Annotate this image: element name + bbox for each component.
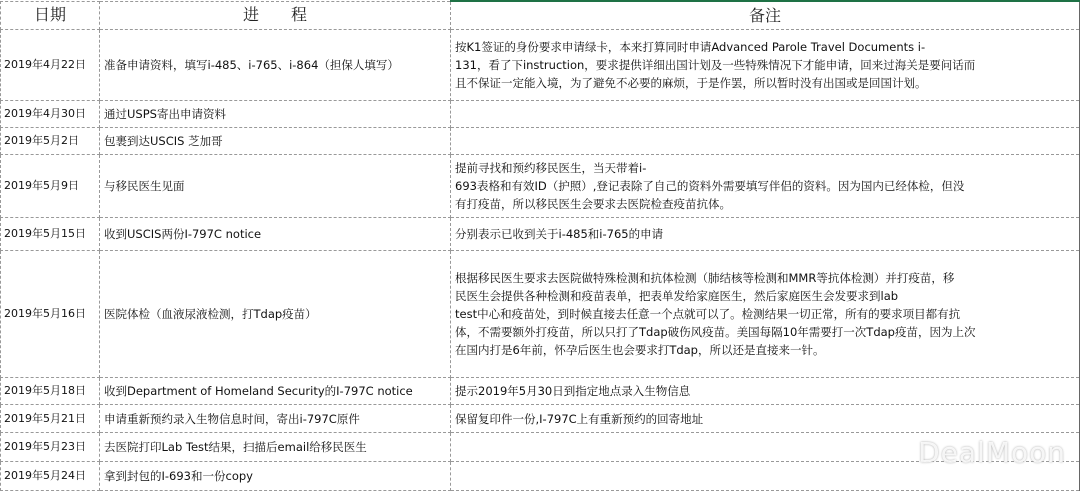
notes-cell[interactable] [451, 101, 1080, 128]
table-row [1, 251, 1080, 378]
header-notes[interactable]: 备注 [451, 1, 1080, 30]
progress-cell[interactable]: 收到Department of Homeland Security的I-797C notice [100, 378, 451, 405]
progress-cell[interactable]: 包裹到达USCIS 芝加哥 [100, 128, 451, 155]
note-line: 按K1签证的身份要求申请绿卡，本来打算同时申请Advanced Parole Travel Documents i- [455, 40, 926, 54]
date-cell[interactable]: 2019年4月22日 [1, 30, 100, 101]
notes-cell[interactable] [451, 30, 1080, 101]
note-line: 提前寻找和预约移民医生，当天带着i- [455, 161, 647, 175]
note-line: 在国内打是6年前，怀孕后医生也会要求打Tdap，所以还是直接来一针。 [455, 343, 825, 357]
table-row [1, 378, 1080, 405]
note-line: 提示2019年5月30日到指定地点录入生物信息 [455, 384, 691, 398]
progress-cell[interactable]: 收到USCIS两份I-797C notice [100, 218, 451, 251]
notes-cell[interactable] [451, 218, 1080, 251]
date-cell[interactable]: 2019年5月9日 [1, 155, 100, 218]
header-row [1, 1, 1080, 30]
note-line: 体，不需要额外打疫苗，所以只打了Tdap破伤风疫苗。美国每隔10年需要打一次Tdap疫苗，因为上次 [455, 325, 976, 339]
progress-cell[interactable]: 申请重新预约录入生物信息时间，寄出i-797C原件 [100, 405, 451, 433]
date-cell[interactable]: 2019年5月15日 [1, 218, 100, 251]
progress-cell[interactable]: 与移民医生见面 [100, 155, 451, 218]
date-cell[interactable]: 2019年5月23日 [1, 433, 100, 462]
note-line: 分别表示已收到关于i-485和i-765的申请 [455, 227, 664, 241]
date-cell[interactable]: 2019年5月18日 [1, 378, 100, 405]
table-row [1, 155, 1080, 218]
table-row [1, 30, 1080, 101]
date-cell[interactable]: 2019年5月24日 [1, 462, 100, 491]
notes-cell[interactable] [451, 378, 1080, 405]
note-line: 693表格和有效ID（护照）,登记表除了自己的资料外需要填写伴侣的资料。因为国内已经体检，但没 [455, 179, 965, 193]
note-line: 有打疫苗，所以移民医生会要求去医院检查疫苗抗体。 [455, 197, 731, 211]
notes-cell[interactable] [451, 155, 1080, 218]
notes-cell[interactable] [451, 251, 1080, 378]
notes-cell[interactable] [451, 128, 1080, 155]
dealmoon-watermark: DealMoon [918, 436, 1066, 469]
note-line: 且不保证一定能入境，为了避免不必要的麻烦，于是作罢，所以暂时没有出国或是回国计划。 [455, 76, 927, 90]
table-row [1, 128, 1080, 155]
progress-cell[interactable]: 拿到封包的I-693和一份copy [100, 462, 451, 491]
note-line: 保留复印件一份,I-797C上有重新预约的回寄地址 [455, 411, 704, 426]
note-line: test中心和疫苗处，到时候直接去任意一个点就可以了。检测结果一切正常，所有的要求项目都有抗 [455, 307, 961, 321]
date-cell[interactable]: 2019年5月2日 [1, 128, 100, 155]
table-row [1, 218, 1080, 251]
note-line: 131，看了下instruction，要求提供详细出国计划及一些特殊情况下才能申请，回来过海关是要问话而 [455, 58, 976, 72]
progress-cell[interactable]: 准备申请资料，填写i-485、i-765、i-864（担保人填写） [100, 30, 451, 101]
date-cell[interactable]: 2019年5月21日 [1, 405, 100, 433]
table-row [1, 101, 1080, 128]
date-cell[interactable]: 2019年5月16日 [1, 251, 100, 378]
progress-cell[interactable]: 通过USPS寄出申请资料 [100, 101, 451, 128]
notes-cell[interactable] [451, 405, 1080, 433]
header-progress[interactable]: 进 程 [100, 1, 451, 30]
table-row [1, 405, 1080, 433]
header-date[interactable]: 日期 [1, 1, 100, 30]
note-line: 根据移民医生要求去医院做特殊检测和抗体检测（肺结核等检测和MMR等抗体检测）并打疫苗，移 [455, 271, 955, 285]
progress-cell[interactable]: 去医院打印Lab Test结果，扫描后email给移民医生 [100, 433, 451, 462]
note-line: 民医生会提供各种检测和疫苗表单，把表单发给家庭医生，然后家庭医生会发要求到lab [455, 289, 899, 303]
date-cell[interactable]: 2019年4月30日 [1, 101, 100, 128]
progress-cell[interactable]: 医院体检（血液尿液检测，打Tdap疫苗） [100, 251, 451, 378]
